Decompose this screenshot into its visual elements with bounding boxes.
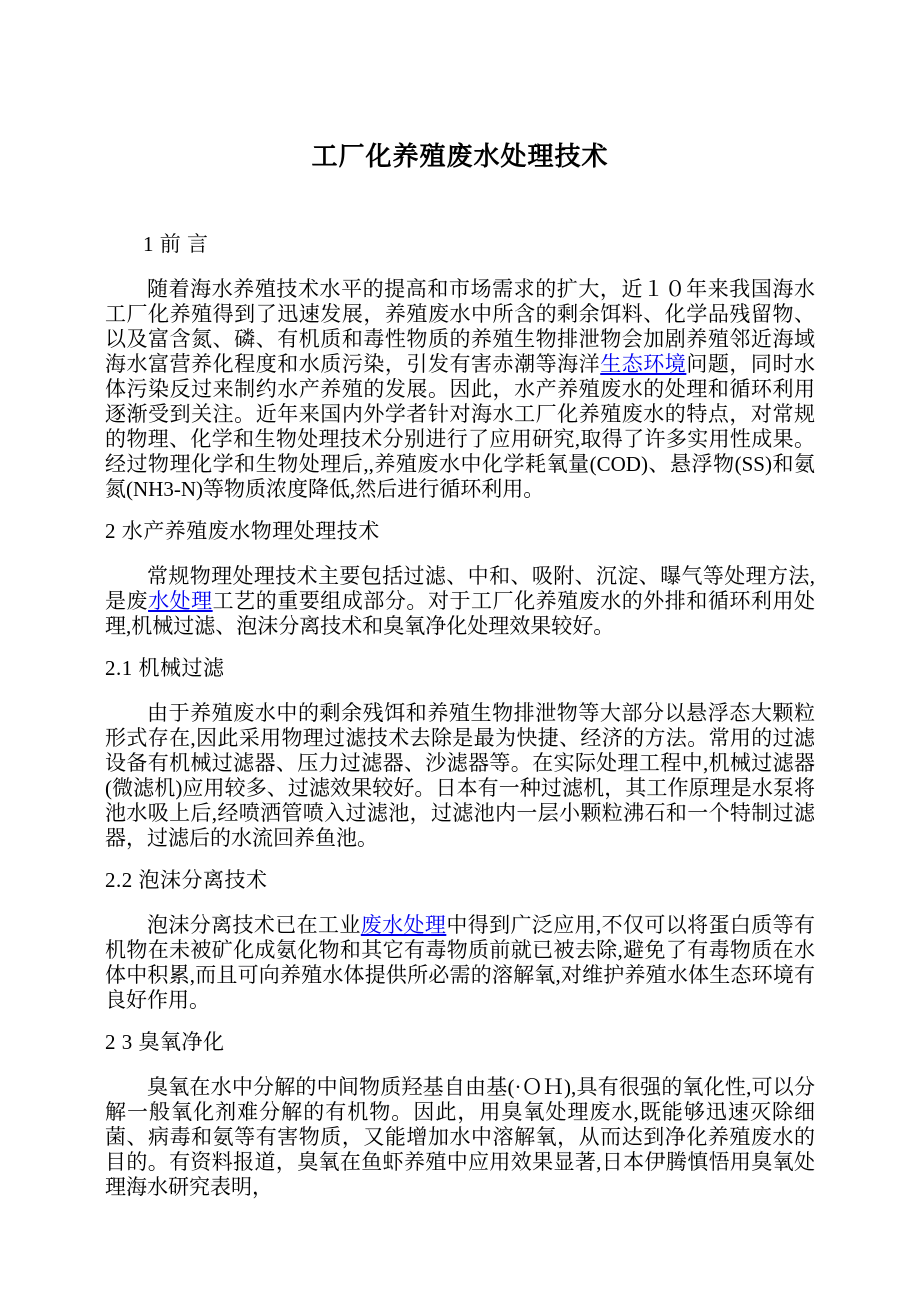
text-run: 臭氧在水中分解的中间物质羟基自由基(·ＯＨ),具有很强的氧化性,可以分解一般氧化剂难分解的有机物。因此，用臭氧处理废水,既能够迅速灭除细菌、病毒和氨等有害物质，又能增加水中溶解氧，从而达到净化养殖废水的目的。有资料报道，臭氧在鱼虾养殖中应用效果显著,日本伊腾慎悟用臭氧处理海水研究表明，: [105, 1075, 815, 1199]
text-run: 中得到广泛应用,不仅可以将蛋白质等有机物在未被矿化成氨化物和其它有毒物质前就已被去除,避免了有毒物质在水体中积累,而且可向养殖水体提供所必需的溶解氧,对维护养殖水体生态环境有良好作用。: [105, 913, 816, 1012]
text-run: 工艺的重要组成部分。对于工厂化养殖废水的外排和循环利用处理,机械过滤、泡沫分离技术和臭氧净化处理效果较好。: [105, 589, 815, 638]
paragraph: [105, 564, 815, 639]
inline-link[interactable]: 水处理: [148, 589, 213, 613]
text-run: 泡沫分离技术已在工业: [147, 913, 361, 937]
section: [105, 655, 815, 851]
paragraph: [105, 913, 815, 1013]
section: [105, 867, 815, 1013]
section: [105, 518, 815, 639]
text-run: 随着海水养殖技术水平的提高和市场需求的扩大，近１０年来我国海水工厂化养殖得到了迅速发展，养殖废水中所含的剩余饵料、化学品残留物、以及富含氮、磷、有机质和毒性物质的养殖生物排泄物会加剧养殖邻近海域海水富营养化程度和水质污染，引发有害赤潮等海洋: [105, 277, 815, 376]
section-heading: 2.2 泡沫分离技术: [105, 868, 268, 892]
section-heading: 2 水产养殖废水物理处理技术: [105, 519, 380, 543]
inline-link[interactable]: 生态环境: [600, 352, 687, 376]
section: [105, 231, 815, 502]
text-run: 由于养殖废水中的剩余残饵和养殖生物排泄物等大部分以悬浮态大颗粒形式存在,因此采用物理过滤技术去除是最为快捷、经济的方法。常用的过滤设备有机械过滤器、压力过滤器、沙滤器等。在实际处理工程中,机械过滤器(微滤机)应用较多、过滤效果较好。日本有一种过滤机，其工作原理是水泵将池水吸上后,经喷洒管喷入过滤池，过滤池内一层小颗粒沸石和一个特制过滤器，过滤后的水流回养鱼池。: [105, 701, 815, 850]
text-run: 问题，同时水体污染反过来制约水产养殖的发展。因此，水产养殖废水的处理和循环利用逐渐受到关注。近年来国内外学者针对海水工厂化养殖废水的特点，对常规的物理、化学和生物处理技术分别进行了应用研究,取得了许多实用性成果。经过物理化学和生物处理后,,养殖废水中化学耗氧量(COD)、悬浮物(SS)和氨氮(NH3-N)等物质浓度降低,然后进行循环利用。: [105, 352, 815, 501]
text-run: 常规物理处理技术主要包括过滤、中和、吸附、沉淀、曝气等处理方法,是废: [105, 564, 815, 613]
inline-link[interactable]: 废水处理: [360, 913, 447, 937]
section-heading: 2 3 臭氧净化: [105, 1030, 225, 1054]
section-heading: 2.1 机械过滤: [105, 656, 225, 680]
document-body: [105, 231, 815, 1200]
paragraph: [105, 701, 815, 851]
document-title: 工厂化养殖废水处理技术: [311, 142, 609, 171]
paragraph: [105, 1075, 815, 1200]
section-heading: 1 前 言: [143, 232, 209, 256]
paragraph: [105, 277, 815, 502]
section: [105, 1029, 815, 1200]
